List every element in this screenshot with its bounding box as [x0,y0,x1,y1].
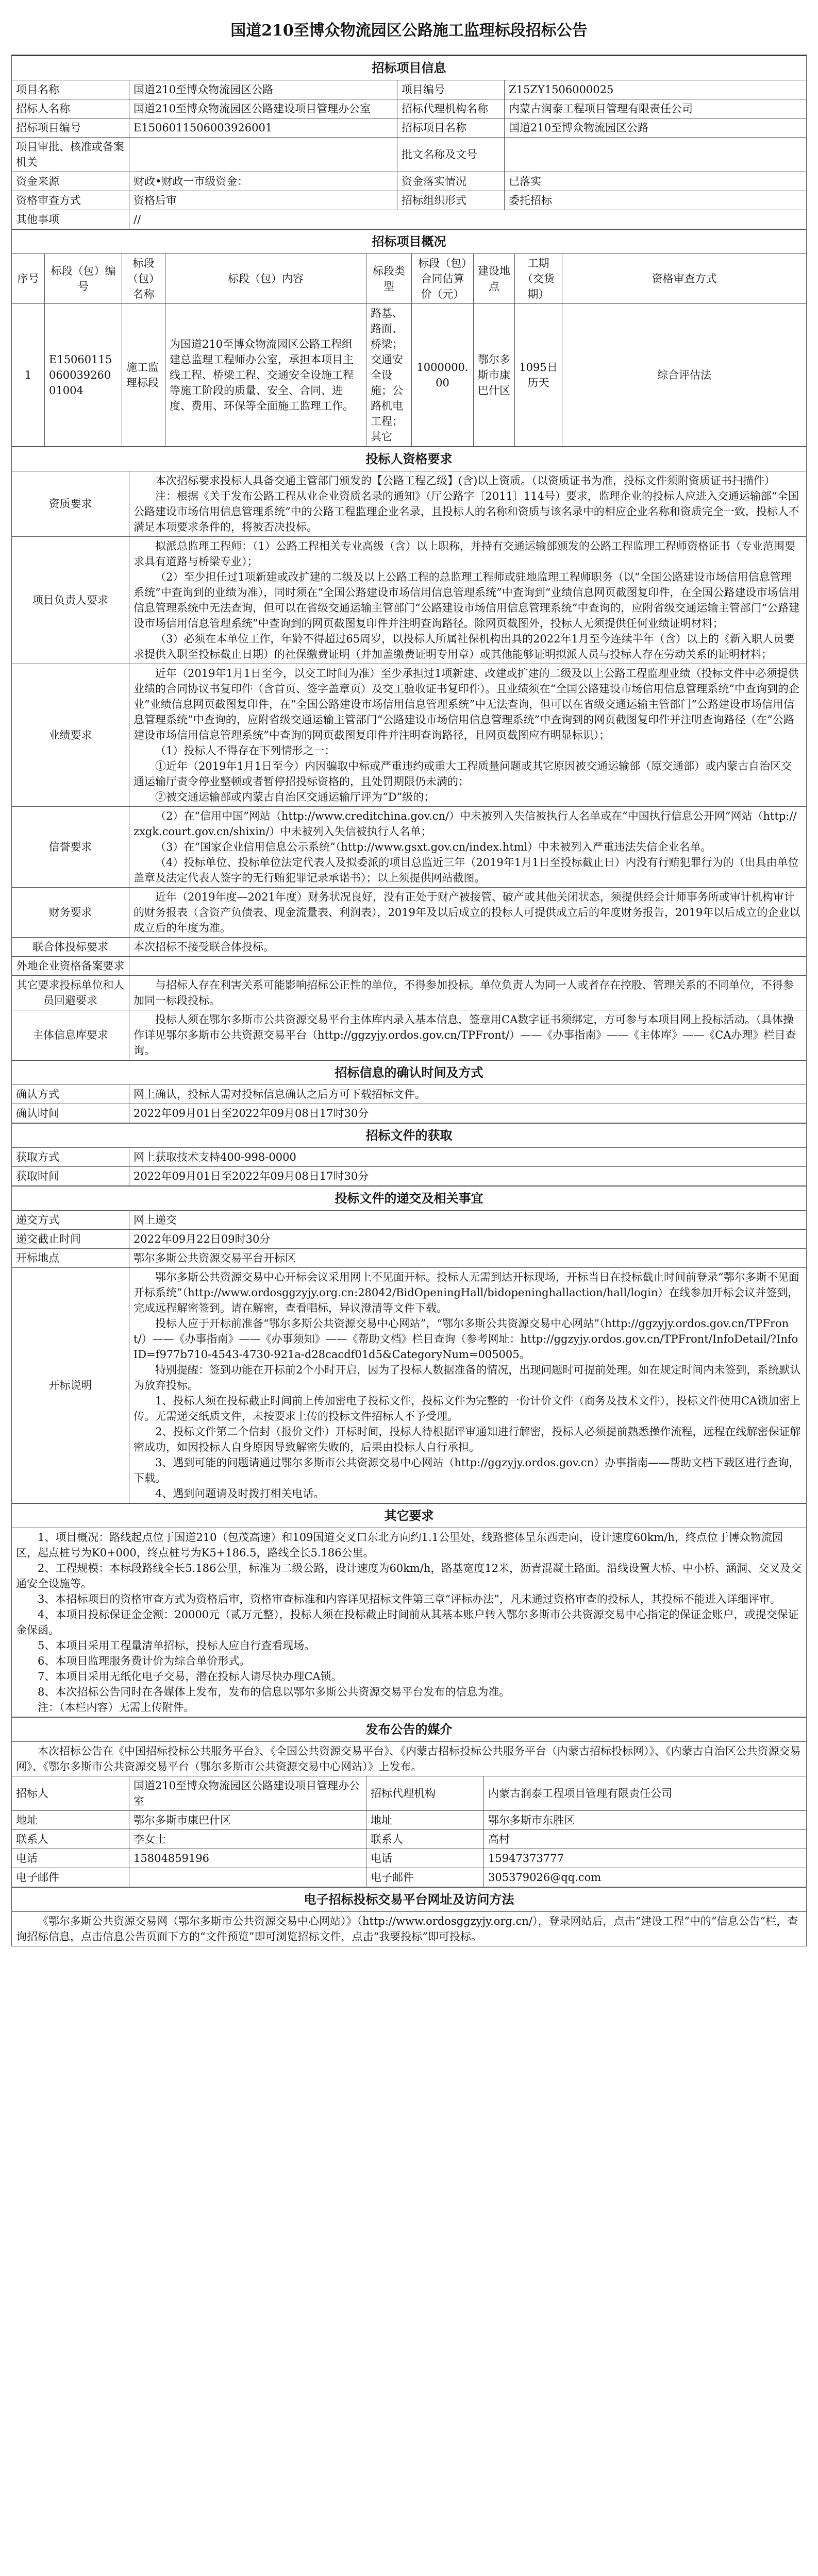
bidder-requirements-table [11,447,807,1060]
table-row: 财务要求 近年（2019年度—2021年度）财务状况良好，没有正处于财产被接管、破产或其他关闭状态，须提供经会计师事务所或审计机构审计的财务报表（含资产负债表、现金流量表、利润表），2019年及以后成立的投标人可提供成立后的年度财务报告，2019年以后成立的企业以成立后的年度为准。 [12,888,807,938]
section-header: 招标项目信息 [12,56,807,80]
table-row: 《鄂尔多斯公共资源交易网（鄂尔多斯市公共资源交易中心网站）》（http://www.ordosggzyjy.org.cn/），登录网站后，点击“建设工程”中的“信息公告”栏，查询招标信息，点击信息公告页面下方的“文件预览”即可浏览招标文件，点击“我要投标”即可投标。 [12,1912,807,1946]
section-header: 其它要求 [12,1504,807,1528]
platform-table [11,1887,807,1946]
table-row: 递交截止时间 2022年09月22日09时30分 [12,1230,807,1249]
table-row: 联系人 李女士 联系人 高村 [12,1830,807,1849]
other-requirements-table [11,1503,807,1717]
section-header: 投标人资格要求 [12,447,807,471]
table-row: 电话 15804859196 电话 15947373777 [12,1849,807,1868]
table-row: 招标项目编号 E1506011506003926001 招标项目名称 国道210至博众物流园区公路 [12,118,807,138]
section-header: 电子招标投标交易平台网址及访问方法 [12,1888,807,1912]
project-overview-table [11,229,807,447]
table-row: 项目名称 国道210至博众物流园区公路 项目编号 Z15ZY1506000025 [12,80,807,99]
table-row: 主体信息库要求 投标人须在鄂尔多斯市公共资源交易平台主体库内录入基本信息，签章用CA数字证书须绑定，方可参与本项目网上投标活动。（具体操作详见鄂尔多斯市公共资源交易平台（http://ggzyjy.ordos.gov.cn/TPFront/）——《办事指南》——《主体库》——《CA办理》栏目查询。 [12,1010,807,1060]
table-row: 招标人名称 国道210至博众物流园区公路建设项目管理办公室 招标代理机构名称 内蒙古润泰工程项目管理有限责任公司 [12,99,807,118]
table-row: 获取方式 网上获取技术支持400-998-0000 [12,1148,807,1167]
table-row: 项目负责人要求 拟派总监理工程师：（1）公路工程相关专业高级（含）以上职称，并持有交通运输部颁发的公路工程监理工程师资格证书（专业范围要求具有道路与桥梁专业）； （2）至少担任过1项新建或改扩建的二级及以上公路工程的总监理工程师或驻地监理工程师职务（以“全国公路建设市场信用信息管理系统”中查询到的业绩为准），同时须在“全国公路建设市场信用信息管理系统”中查询到“业绩信息网页截图复印件，在全国公路建设市场信用信息管理系统中无法查询，但可以在省级交通运输主管部门“公路建设市场信用信息管理系统”中查询的，应附省级交通运输主管部门“公路建设市场信用信息管理系统”中查询到的网页截图复印件并注明查询路径。除网页截图外，投标人无须提供任何业绩证明材料； （3）必须在本单位工作，年龄不得超过65周岁，以投标人所属社保机构出具的2022年1月至今连续半年（含）以上的《新入职人员要求提供入职至投标截止日期）的社保缴费证明（并加盖缴费证明专用章）或其他能够证明拟派人员与投标人存在劳动关系的证明材料； [12,537,807,664]
table-row: 递交方式 网上递交 [12,1211,807,1230]
table-header-row: 序号 标段（包）编号 标段（包）名称 标段（包）内容 标段类型 标段（包）合同估算价（元） 建设地点 工期（交货期） 资格审查方式 [12,254,807,304]
table-row: 1、项目概况：路线起点位于国道210（包茂高速）和109国道交叉口东北方向约1.1公里处，线路整体呈东西走向，设计速度60km/h，终点位于博众物流园区，起点桩号为K0+000，终点桩号为K5+186.5，路线全长5.186公里。 2、工程规模：本标段路线全长5.186公里，标准为二级公路，设计速度为60km/h，路基宽度12米，沥青混凝土路面。沿线设置大桥、中小桥、涵洞、交叉及交通安全设施等。 3、本招标项目的资格审查方式为资格后审，资格审查标准和内容详见招标文件第三章“评标办法”，凡未通过资格审查的投标人，其投标不能进入详细评审。 4、本项目投标保证金金额：20000元（贰万元整），投标人须在投标截止时间前从其基本账户转入鄂尔多斯市公共资源交易中心指定的保证金账户，或提交保证金保函。 5、本项目采用工程量清单招标，投标人应自行查看现场。 6、本项目监理服务费计价为综合单价形式。 7、本项目采用无纸化电子交易，潜在投标人请尽快办理CA锁。 8、本次招标公告同时在各媒体上发布，发布的信息以鄂尔多斯公共资源交易平台发布的信息为准。 注：（本栏内容）无需上传附件。 [12,1528,807,1717]
submission-table [11,1186,807,1503]
confirmation-table [11,1060,807,1123]
table-row: 信誉要求 （2）在“信用中国”网站（http://www.creditchina.gov.cn/）中未被列入失信被执行人名单或在“中国执行信息公开网”网站（http://zxgk.court.gov.cn/shixin/）中未被列入失信被执行人名单； （3）在“国家企业信用信息公示系统”（http://www.gsxt.gov.cn/index.html）中未被列入严重违法失信企业名单。 （4）投标单位、投标单位法定代表人及拟委派的项目总监近三年（2019年1月1日至投标截止日）内没有行贿犯罪行为的（出具由单位盖章及法定代表人签字的无行贿犯罪记录承诺书）；以上须提供网站截图。 [12,807,807,888]
table-row: 获取时间 2022年09月01日至2022年09月08日17时30分 [12,1167,807,1186]
media-table [11,1717,807,1887]
table-row: 其他事项 // [12,210,807,229]
table-row: 资格审查方式 资格后审 招标组织形式 委托招标 [12,191,807,210]
table-row: 外地企业资格备案要求 [12,957,807,976]
table-row: 确认时间 2022年09月01日至2022年09月08日17时30分 [12,1104,807,1123]
table-row: 资金来源 财政•财政一市级资金： 资金落实情况 已落实 [12,172,807,191]
table-row: 确认方式 网上确认，投标人需对投标信息确认之后方可下载招标文件。 [12,1085,807,1104]
table-row: 本次招标公告在《中国招标投标公共服务平台》、《全国公共资源交易平台》、《内蒙古招标投标公共服务平台（内蒙古招标投标网）》、《内蒙古自治区公共资源交易网》、《鄂尔多斯市公共资源交易平台（鄂尔多斯市公共资源交易中心网站）》上发布。 [12,1742,807,1776]
section-header: 招标项目概况 [12,230,807,254]
section-header: 招标文件的获取 [12,1124,807,1148]
section-header: 投标文件的递交及相关事宜 [12,1187,807,1211]
table-row: 联合体投标要求 本次招标不接受联合体投标。 [12,938,807,957]
table-row: 招标人 国道210至博众物流园区公路建设项目管理办公室 招标代理机构 内蒙古润泰工程项目管理有限责任公司 [12,1776,807,1811]
table-row: 其它要求投标单位和人员回避要求 与招标人存在利害关系可能影响招标公正性的单位，不得参加投标。单位负责人为同一人或者存在控股、管理关系的不同单位，不得参加同一标段投标。 [12,976,807,1010]
table-row: 项目审批、核准或备案机关 批文名称及文号 [12,138,807,172]
project-info-table [11,56,807,229]
table-row: 电子邮件 电子邮件 305379026@qq.com [12,1868,807,1887]
table-row: 开标说明 鄂尔多斯公共资源交易中心开标会议采用网上不见面开标。投标人无需到达开标现场，开标当日在投标截止时间前登录“鄂尔多斯不见面开标系统”（http://www.ordosggzyjy.org.cn:28042/BidOpeningHall/bidopeninghallaction/hall/login）在线参加开标会议并签到，完成远程解密签到。请在解密，查看唱标，异议澄清等文件下载。 投标人应于开标前准备“鄂尔多斯公共资源交易中心网站”，“鄂尔多斯公共资源交易中心网站”（http://ggzyjy.ordos.gov.cn/TPFront/）——《办事指南》——《办事须知》——《帮助文档》栏目查询（参考网址：http://ggzyjy.ordos.gov.cn/TPFront/InfoDetail/?InfoID=f977b710-4543-4730-921a-d28cacdf01d5&CategoryNum=005005。 特别提醒：签到功能在开标前2个小时开启，因为了投标人数据准备的情况，出现问题时可提前处理。如在规定时间内未签到，系统默认为放弃投标。 1、投标人须在投标截止时间前上传加密电子投标文件，投标文件为完整的一份计价文件（商务及技术文件），投标文件使用CA锁加密上传。无需递交纸质文件，未按要求上传的投标文件招标人不予受理。 2、投标文件第二个信封（报价文件）开标时间，投标人待根据评审通知进行解密，投标人必须提前熟悉操作流程，远程在线解密保证解密成功，如因投标人自身原因导致解密失败的，后果由投标人自行承担。 3、遇到可能的问题请通过鄂尔多斯市公共资源交易中心网站（http://ggzyjy.ordos.gov.cn）办事指南——帮助文档下载区进行查询，下载。 4、遇到问题请及时拨打相关电话。 [12,1268,807,1503]
section-header: 发布公告的媒介 [12,1718,807,1742]
document-acquisition-table [11,1123,807,1186]
table-row: 开标地点 鄂尔多斯公共资源交易平台开标区 [12,1249,807,1268]
section-header: 招标信息的确认时间及方式 [12,1061,807,1085]
page-title: 国道210至博众物流园区公路施工监理标段招标公告 [11,7,807,56]
table-row: 业绩要求 近年（2019年1月1日至今，以交工时间为准）至少承担过1项新建、改建或扩建的二级及以上公路工程监理业绩（投标文件中必须提供业绩的合同协议书复印件（含首页、签字盖章页）及交工验收证书复印件）。且业绩须在“全国公路建设市场信用信息管理系统”中查询到的企业“业绩信息网页截图复印件，在“全国公路建设市场信用信息管理系统”中无法查询，但可以在省级交通运输主管部门“公路建设市场信用信息管理系统”中查询的，应附省级交通运输主管部门“公路建设市场信用信息管理系统”中查询到的网页截图复印件并注明查询路径（在”公路建设市场信用信息管理系统”中查询的网页截图复印件并注明查询路径，且网页截图应有明显标识）； （1）投标人不得存在下列情形之一： ①近年（2019年1月1日至今）内因骗取中标或严重违约或重大工程质量问题或其它原因被交通运输部（原交通部）或内蒙古自治区交通运输厅责令停业整顿或者暂停招投标资格的，且处罚期限仍未满的； ②被交通运输部或内蒙古自治区交通运输厅评为“D”级的； [12,664,807,807]
table-row: 地址 鄂尔多斯市康巴什区 地址 鄂尔多斯市东胜区 [12,1811,807,1830]
table-row: 1 E1506011506003926001004 施工监理标段 为国道210至博众物流园区公路工程组建总监理工程师办公室，承担本项目主线工程、桥梁工程、交通安全设施工程等施工阶段的质量、安全、合同、进度、费用、环保等全面施工监理工作。 路基、路面、桥梁；交通安全设施；公路机电工程；其它 1000000.00 鄂尔多斯市康巴什区 1095日历天 综合评估法 [12,304,807,447]
table-row: 资质要求 本次招标要求投标人具备交通主管部门颁发的【公路工程乙级】(含)以上资质。（以资质证书为准，投标文件须附资质证书扫描件） 注：根据《关于发布公路工程从业企业资质名录的通知》（厅公路字〔2011〕114号）要求，监理企业的投标人应进入交通运输部“全国公路建设市场信用信息管理系统”中的公路工程监理企业名录，且投标人的名称和资质与该名录中的相应企业名称和资质完全一致，投标人不满足本项要求条件的，将被否决投标。 [12,471,807,537]
